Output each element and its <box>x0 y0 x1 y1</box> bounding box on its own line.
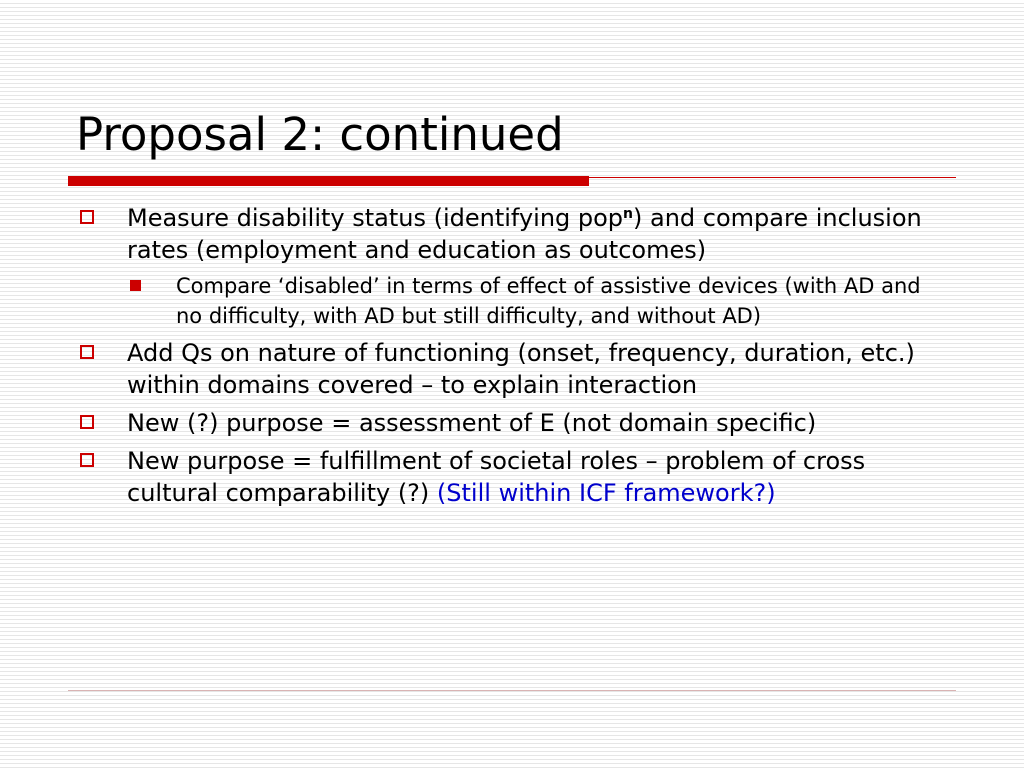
bullet-item-2 <box>78 337 948 401</box>
sub-bullet-list <box>127 271 948 331</box>
sub-bullet-text-1: Compare ‘disabled’ in terms of effect of assistive devices (with AD and no difficulty, with AD but still difficulty, and without AD) <box>176 274 921 328</box>
hollow-square-bullet-icon <box>80 210 94 224</box>
bullet-item-1 <box>78 202 948 331</box>
bullet-item-3 <box>78 407 948 439</box>
bullet-highlight-4: (Still within ICF framework?) <box>436 479 776 507</box>
sub-bullet-item-1 <box>127 271 948 331</box>
hollow-square-bullet-icon <box>80 415 94 429</box>
footer-divider <box>68 690 956 691</box>
title-underline-line <box>589 177 956 178</box>
bullet-text-1a: Measure disability status (identifying pop <box>127 204 624 232</box>
hollow-square-bullet-icon <box>80 345 94 359</box>
bullet-item-4 <box>78 445 948 509</box>
superscript-n: n <box>623 206 634 222</box>
bullet-text-4: New purpose = fulfillment of societal roles – problem of cross cultural comparability (?) <box>127 447 866 507</box>
slide-title: Proposal 2: continued <box>76 108 564 161</box>
bullet-list <box>78 202 948 515</box>
hollow-square-bullet-icon <box>80 453 94 467</box>
bullet-text-1b: ) and compare inclusion rates (employment and education as outcomes) <box>127 204 922 264</box>
bullet-text-2: Add Qs on nature of functioning (onset, frequency, duration, etc.) within domains covered – to explain interaction <box>127 339 915 399</box>
bullet-text-3: New (?) purpose = assessment of E (not domain specific) <box>127 409 817 437</box>
title-underline-bar <box>68 176 589 186</box>
solid-square-bullet-icon <box>130 280 141 291</box>
